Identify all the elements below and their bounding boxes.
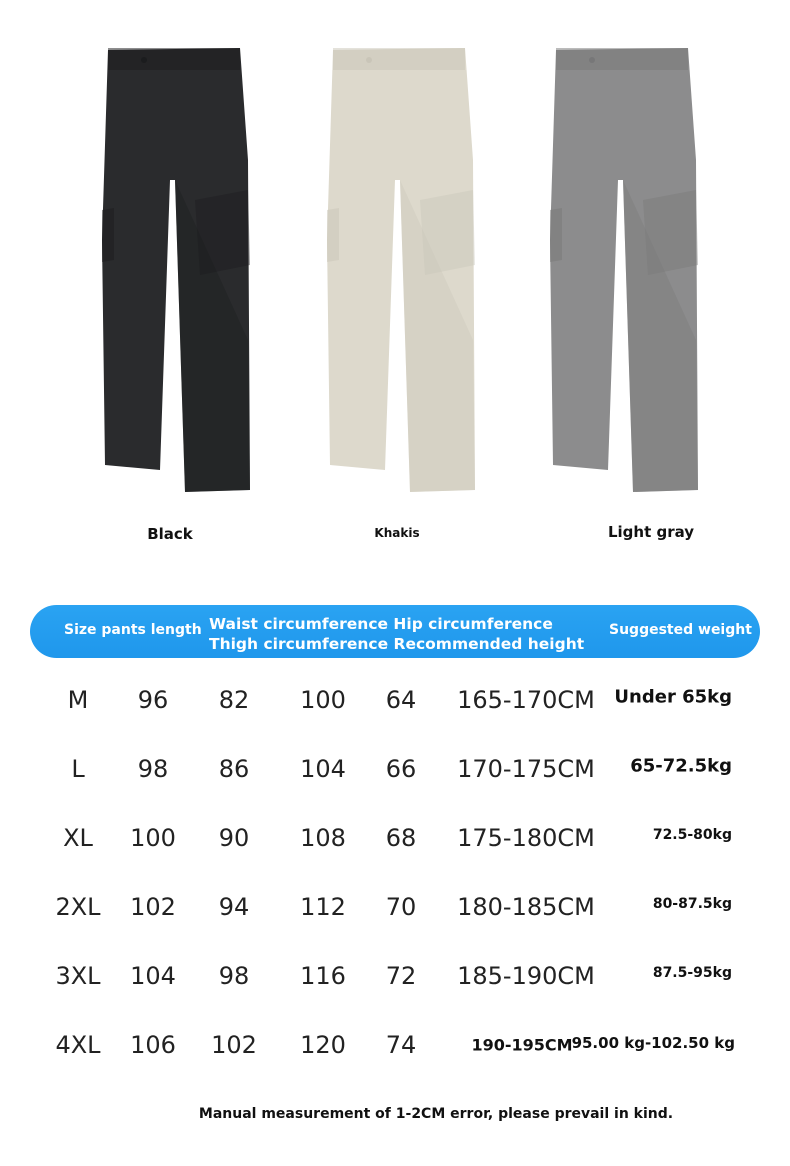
cell-waist: 86 [218, 755, 250, 783]
size-table-header [30, 605, 760, 658]
cell-waist: 82 [218, 686, 250, 714]
cell-size: M [67, 686, 89, 714]
cell-hip: 100 [300, 686, 346, 714]
pants-image-black [100, 40, 265, 509]
cell-weight: 87.5-95kg [652, 965, 732, 981]
cell-hip: 112 [300, 893, 346, 921]
cell-size: 4XL [55, 1031, 101, 1059]
pants-image-khakis [325, 40, 490, 509]
cell-size: 2XL [55, 893, 101, 921]
cell-weight: Under 65kg [614, 686, 732, 708]
cell-height: 185-190CM [457, 962, 595, 990]
color-label: Light gray [607, 522, 695, 541]
cell-thigh: 72 [385, 962, 417, 990]
cell-hip: 108 [300, 824, 346, 852]
cell-weight: 72.5-80kg [652, 827, 732, 843]
cell-hip: 120 [300, 1031, 346, 1059]
cell-size: L [71, 755, 85, 783]
color-label: Black [147, 524, 193, 543]
pants-image-light-gray [548, 40, 713, 509]
cell-length: 106 [130, 1031, 176, 1059]
cell-size: 3XL [55, 962, 101, 990]
cell-hip: 116 [300, 962, 346, 990]
cell-thigh: 70 [385, 893, 417, 921]
cell-thigh: 68 [385, 824, 417, 852]
cell-length: 100 [130, 824, 176, 852]
cell-height: 190-195CM [471, 1035, 573, 1055]
cell-height: 180-185CM [457, 893, 595, 921]
cell-size: XL [63, 824, 93, 852]
cell-waist: 102 [211, 1031, 257, 1059]
cell-height: 165-170CM [457, 686, 595, 714]
cell-length: 96 [137, 686, 169, 714]
header-weight: Suggested weight [609, 622, 752, 638]
cell-waist: 98 [218, 962, 250, 990]
cell-thigh: 74 [385, 1031, 417, 1059]
cell-weight: 80-87.5kg [652, 896, 732, 912]
cell-weight: 95.00 kg-102.50 kg [571, 1034, 735, 1052]
header-measurements: Waist circumference Hip circumference Thigh circumference Recommended height [209, 615, 585, 653]
cell-hip: 104 [300, 755, 346, 783]
cell-waist: 90 [218, 824, 250, 852]
measurement-note: Manual measurement of 1-2CM error, please prevail in kind. [198, 1106, 674, 1122]
cell-length: 102 [130, 893, 176, 921]
cell-height: 170-175CM [457, 755, 595, 783]
cell-waist: 94 [218, 893, 250, 921]
cell-length: 104 [130, 962, 176, 990]
cell-thigh: 64 [385, 686, 417, 714]
cell-height: 175-180CM [457, 824, 595, 852]
header-size-length: Size pants length [64, 622, 202, 638]
color-label: Khakis [374, 526, 420, 540]
cell-weight: 65-72.5kg [630, 755, 732, 777]
cell-thigh: 66 [385, 755, 417, 783]
cell-length: 98 [137, 755, 169, 783]
